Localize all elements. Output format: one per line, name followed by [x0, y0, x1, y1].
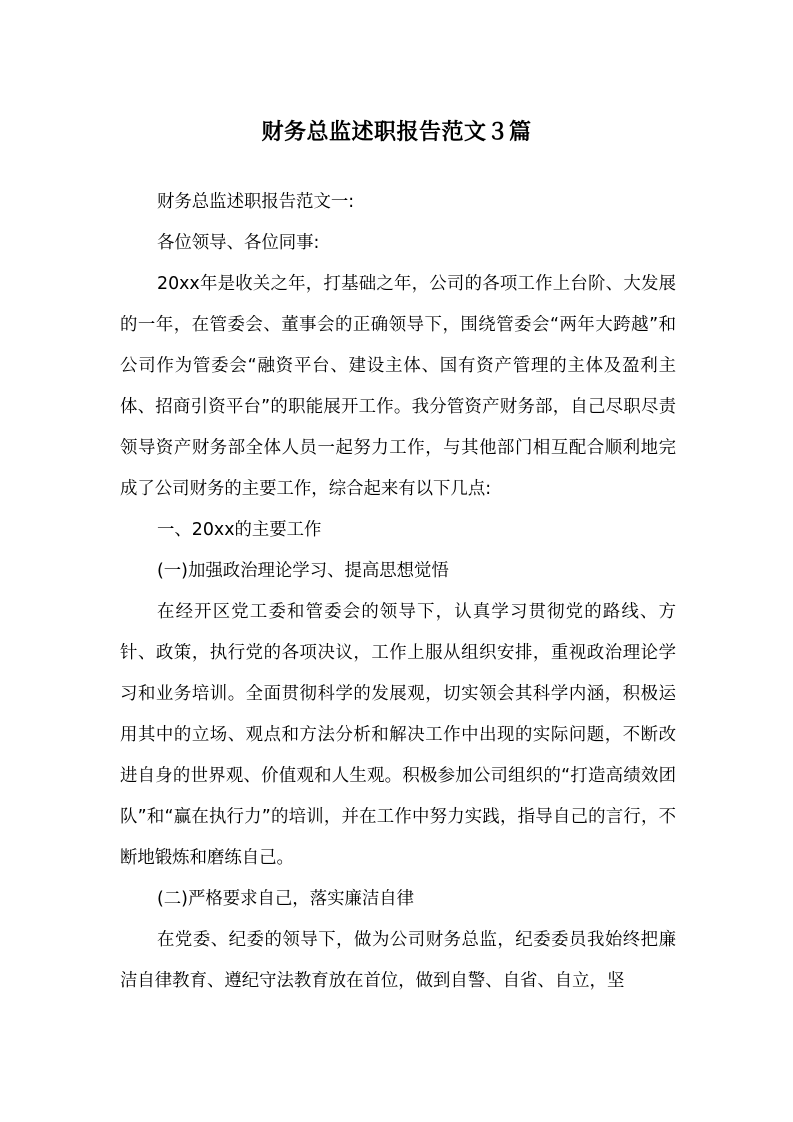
section-heading-main-work: 一、20xx的主要工作 — [157, 520, 322, 540]
salutation: 各位领导、各位同事: — [157, 233, 320, 253]
document-body — [120, 182, 676, 1002]
body-paragraph-2: 在党委、纪委的领导下，做为公司财务总监，纪委委员我始终把廉洁自律教育、遵纪守法教育放在首位，做到自警、自省、自立，坚 — [120, 930, 676, 991]
intro-paragraph: 20xx年是收关之年，打基础之年，公司的各项工作上台阶、大发展的一年，在管委会、董事会的正确领导下，围绕管委会“两年大跨越”和公司作为管委会“融资平台、建设主体、国有资产管理的主体及盈利主体、招商引资平台”的职能展开工作。我分管资产财务部，自己尽职尽责领导资产财务部全体人员一起努力工作，与其他部门相互配合顺利地完成了公司财务的主要工作，综合起来有以下几点: — [120, 274, 676, 499]
document-title: 财务总监述职报告范文３篇 — [261, 119, 532, 145]
subsection-heading-2: (二)严格要求自己，落实廉洁自律 — [157, 889, 415, 909]
section-heading: 财务总监述职报告范文一: — [157, 192, 355, 212]
body-paragraph-1: 在经开区党工委和管委会的领导下，认真学习贯彻党的路线、方针、政策，执行党的各项决议，工作上服从组织安排，重视政治理论学习和业务培训。全面贯彻科学的发展观，切实领会其科学内涵，积极运用其中的立场、观点和方法分析和解决工作中出现的实际问题，不断改进自身的世界观、价值观和人生观。积极参加公司组织的“打造高绩效团队”和“赢在执行力”的培训，并在工作中努力实践，指导自己的言行，不断地锻炼和磨练自己。 — [120, 602, 676, 868]
subsection-heading-1: (一)加强政治理论学习、提高思想觉悟 — [157, 561, 449, 581]
